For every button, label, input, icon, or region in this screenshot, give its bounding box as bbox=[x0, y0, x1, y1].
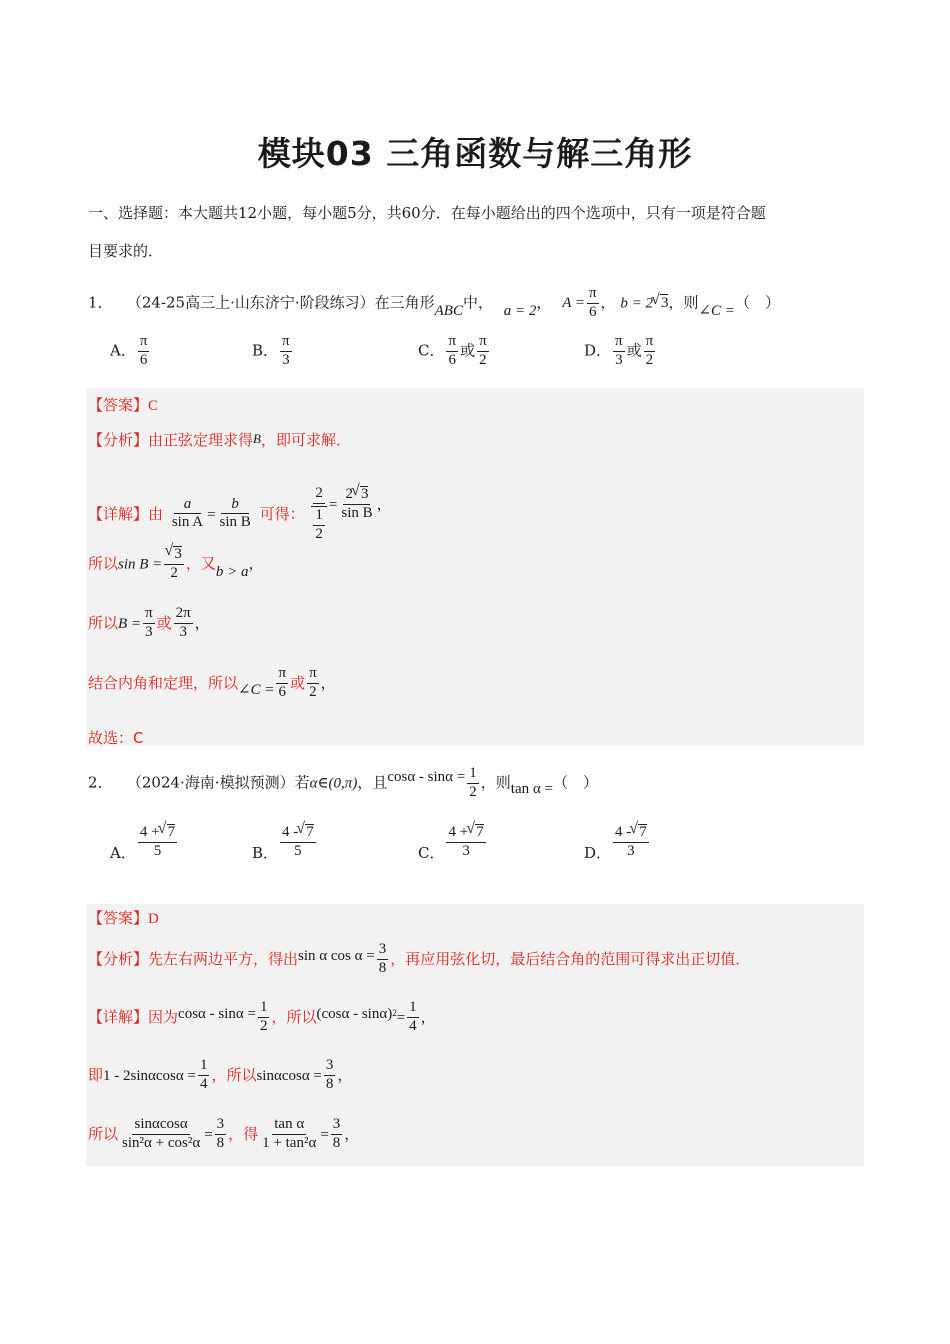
angle-c: ∠C = bbox=[698, 303, 735, 320]
detail-1-line2: 所以sin B = √ $\frac{3}{2}$ ，又b > a， bbox=[88, 546, 263, 582]
answer-2: 【答案】D bbox=[88, 909, 159, 927]
option-2a[interactable]: A． $\frac{4 +√ 7}{5}$ bbox=[110, 824, 179, 860]
detail-2-line3: 所以 $\frac{\sin\alpha\cos\alpha}{\text{sin²α + cos²α}}$ = $\frac{3}{8}$ ，得 $\frac{\text{tan α}}{\text{1 + tan²α}}$ = $\frac{3}{8}$ ， bbox=[88, 1116, 360, 1151]
question-number: 1． bbox=[88, 293, 113, 312]
detail-2-line2: 即1 - 2sinαcosα = $\frac{1}{4}$ ，所以sinαcosα = $\frac{3}{8}$ ， bbox=[88, 1057, 353, 1092]
detail-1: 【详解】由 $\frac{a}{\text{sin A}}$ = $\frac{b}{\text{sin B}}$ 可得： $\frac{2}{\frac{1}{2}}$ = $\frac{2√ 3}{\text{sin B}}$ ， bbox=[88, 464, 392, 520]
conclusion-1: 故选：C bbox=[88, 729, 144, 747]
detail-1-line3: 所以B = $\frac{\pi}{3}$ 或 $\frac{2\pi}{3}$ ， bbox=[88, 605, 210, 640]
option-a[interactable]: A． $\frac{\pi}{6}$ bbox=[110, 333, 148, 368]
answer-paren: （ ） bbox=[734, 293, 780, 312]
option-2d[interactable]: D． $\frac{4 -√ 7}{3}$ bbox=[584, 824, 651, 860]
text-then: ，则 bbox=[668, 293, 699, 312]
fraction-pi-6: $\frac{\pi}{6}$ bbox=[588, 285, 597, 320]
section-heading: 一、选择题：本大题共12小题，每小题5分，共60分．在每小题给出的四个选项中，只有一项是符合题 bbox=[88, 204, 766, 222]
option-d[interactable]: D． $\frac{\pi}{3}$ 或 $\frac{\pi}{2}$ bbox=[584, 333, 654, 368]
question-source: （24-25高三上·山东济宁·阶段练习）在三角形 bbox=[126, 293, 435, 312]
analysis-2: 【分析】先左右两边平方，得出sin α cos α = $\frac{3}{8}$ ，再应用弦化切，最后结合角的范围可得求出正切值． bbox=[88, 941, 751, 976]
option-b[interactable]: B． $\frac{\pi}{3}$ bbox=[252, 333, 290, 368]
a-equals: a = 2 bbox=[503, 303, 537, 320]
text-mid: 中， bbox=[462, 293, 493, 312]
analysis-1: 【分析】由正弦定理求得B，即可求解． bbox=[88, 431, 351, 449]
detail-2: 【详解】因为cosα - sinα = $\frac{1}{2}$ ，所以(cosα - sinα)$^2$= $\frac{1}{4}$ ， bbox=[88, 999, 436, 1034]
option-2b[interactable]: B． $\frac{4 -√ 7}{5}$ bbox=[252, 824, 318, 860]
sqrt-3: √ 3 bbox=[660, 294, 669, 312]
b-equals: b = 2 bbox=[620, 295, 653, 312]
detail-1-line4: 结合内角和定理，所以∠C = $\frac{\pi}{6}$ 或 $\frac{\pi}{2}$ ， bbox=[88, 665, 336, 700]
question-2-stem: 2． （2024·海南·模拟预测）若α∈(0,π)，且cosα - sinα = $\frac{1}{2}$ ，则tan α =（ ） bbox=[88, 765, 598, 800]
answer-1: 【答案】C bbox=[88, 396, 159, 414]
option-c[interactable]: C． $\frac{\pi}{6}$ 或 $\frac{\pi}{2}$ bbox=[418, 333, 487, 368]
page-title: 模块03 三角函数与解三角形 bbox=[257, 134, 693, 173]
triangle-abc: ABC bbox=[434, 303, 463, 320]
option-2c[interactable]: C． $\frac{4 +√ 7}{3}$ bbox=[418, 824, 488, 860]
question-1-stem: 1． （24-25高三上·山东济宁·阶段练习）在三角形ABC中， a = 2， A = $\frac{\pi}{6}$ ， b = 2√ 3，则∠C =（ ） bbox=[88, 286, 780, 321]
section-heading-continued: 目要求的． bbox=[88, 242, 164, 260]
A-equals: A = bbox=[562, 295, 585, 312]
